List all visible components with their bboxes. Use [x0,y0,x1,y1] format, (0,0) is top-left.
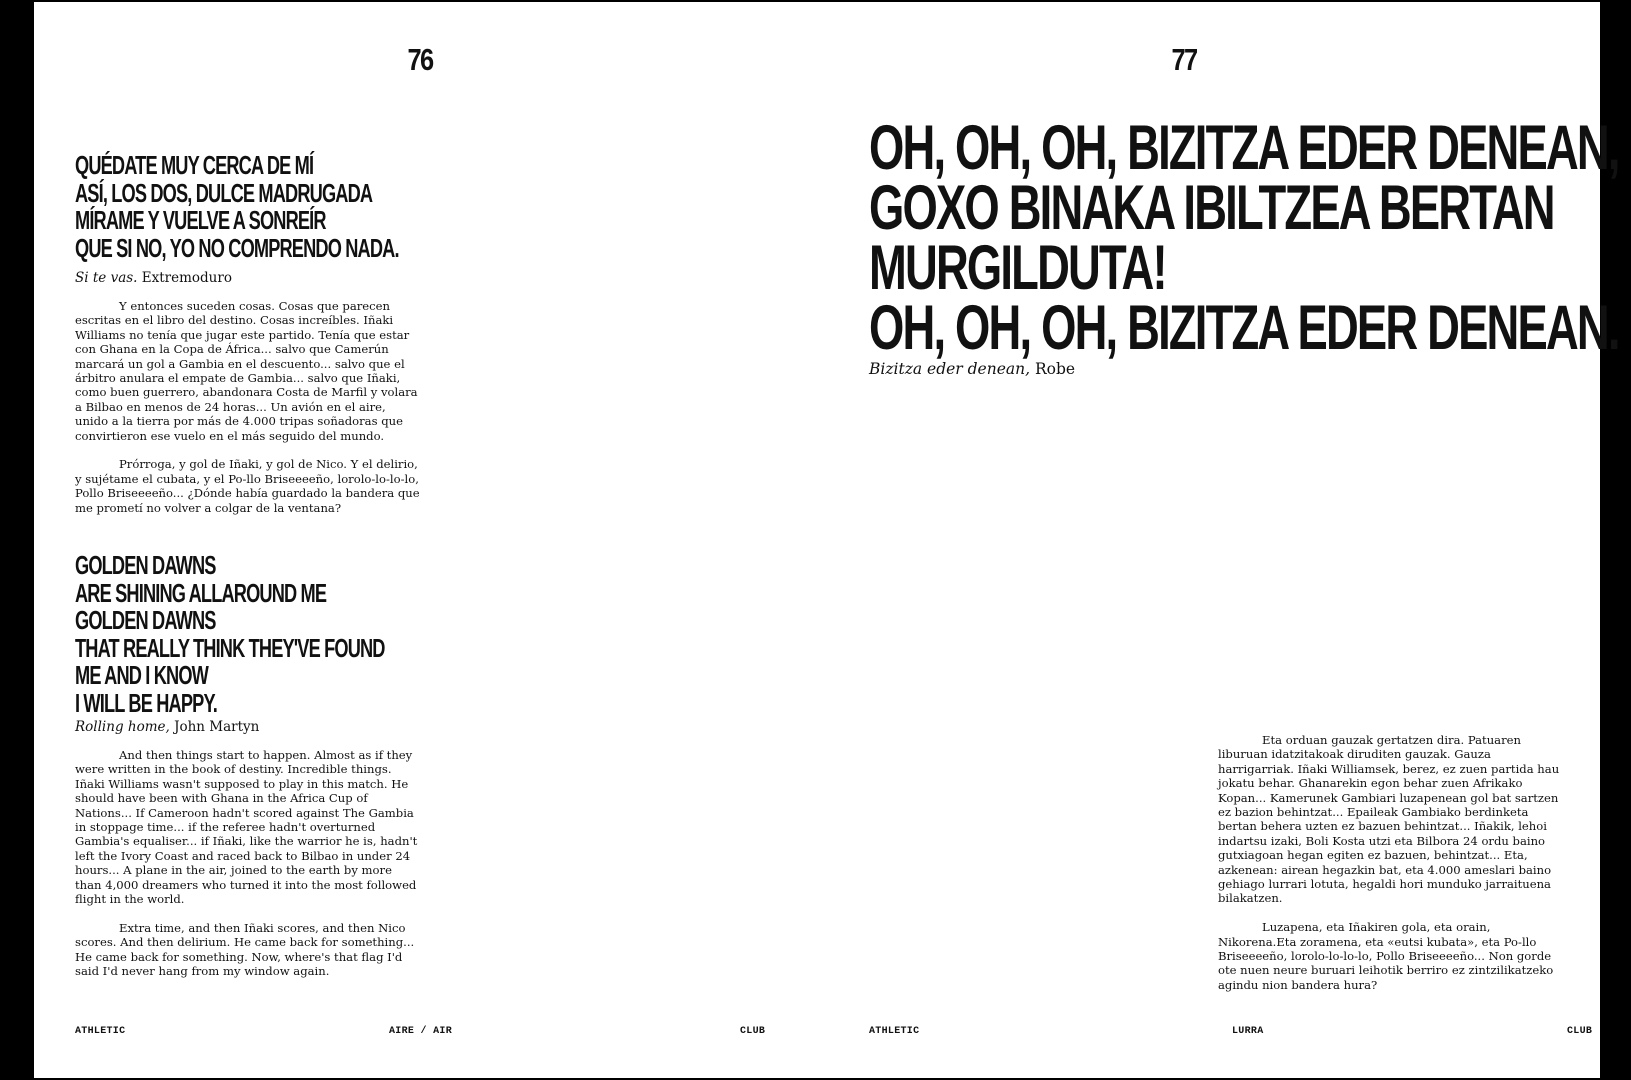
song-title: Si te vas. [75,270,138,286]
song-title: Bizitza eder denean, [869,360,1031,378]
song-artist: Extremoduro [141,270,232,286]
english-article-text [75,748,420,993]
paragraph: Luzapena, eta Iñakiren gola, eta orain, Nikorena.Eta zoramena, eta «eutsi kubata», eta Po-llo Briseeeeño, lorolo-lo-lo-lo, Pollo Briseeeeño... Non gorde ote nuen neure buruari leihotik berriro ez zintzilikatzeko agindu nion bandera hura? [1218,920,1554,992]
footer-section: AIRE / AIR [389,1026,453,1037]
quote-line: GOLDEN DAWNS [75,550,216,580]
song-artist: John Martyn [174,719,260,735]
quote-line: ASÍ, LOS DOS, DULCE MADRUGADA [75,177,373,208]
footer-left: ATHLETIC [869,1026,920,1037]
footer-right: CLUB [1567,1026,1593,1037]
quote-line: GOLDEN DAWNS [75,605,216,635]
quote-line: ARE SHINING ALLAROUND ME [75,577,327,608]
quote-line: OH, OH, OH, BIZITZA EDER DENEAN, [869,113,1619,183]
quote-line: QUE SI NO, YO NO COMPRENDO NADA. [75,232,399,263]
quote-credit [869,360,1075,378]
paragraph: Extra time, and then Iñaki scores, and then Nico scores. And then delirium. He came back for something... He came back for something. Now, where's that flag I'd said I'd never hang from my window again. [75,920,415,979]
footer-left: ATHLETIC [75,1026,126,1037]
left-page [34,2,836,1078]
quote-line: MURGILDUTA! [869,233,1166,303]
paragraph: And then things start to happen. Almost as if they were written in the book of destiny. Incredible things. Iñaki Williams wasn't supposed to play in this match. He should have been with Ghana in the Africa Cup of Nations... If Cameroon hadn't scored against The Gambia in stoppage time... if the referee hadn't overturned Gambia's equaliser... if Iñaki, like the warrior he is, hadn't left the Ivory Coast and raced back to Bilbao in under 24 hours... A plane in the air, joined to the earth by more than 4,000 dreamers who turned it into the most followed flight in the world. [75,748,418,907]
footer-section: LURRA [1232,1026,1264,1037]
page-number: 76 [407,42,433,77]
quote-credit [75,719,259,735]
spanish-article-text [75,299,420,529]
spanish-lyrics-quote [75,152,399,262]
quote-line: ME AND I KNOW [75,660,208,690]
paragraph: Eta orduan gauzak gertatzen dira. Patuaren liburuan idatzitakoak diruditen gauzak. Gauza harrigarriak. Iñaki Williamsek, berez, ez zuen partida hau jokatu behar. Ghanarekin egon behar zuen Afrikako Kopan... Kamerunek Gambiari luzapenean gol bat sartzen ez bazion behintzat... Epaileak Gambiako berdinketa bertan behera uzten ez bazuen behintzat... Iñakik, lehoi indartsu izaki, Boli Kosta utzi eta Bilbora 24 ordu baino gutxiagoan hegan egiten ez bazuen, behintzat... Eta, azkenean: airean hegazkin bat, eta 4.000 ameslari baino gehiago lurrari lotuta, hegaldi hori munduko jarraituena bilakatzen. [1218,733,1560,906]
quote-line: MÍRAME Y VUELVE A SONREÍR [75,205,326,235]
quote-line: OH, OH, OH, BIZITZA EDER DENEAN. [869,293,1619,363]
basque-article-text [1218,733,1563,1007]
right-page [836,2,1619,1078]
paragraph: Y entonces suceden cosas. Cosas que parecen escritas en el libro del destino. Cosas increíbles. Iñaki Williams no tenía que jugar este partido. Tenía que estar con Ghana en la Copa de África... salvo que Camerún marcará un gol a Gambia en el descuento... salvo que el árbitro anulara el empate de Gambia... salvo que Iñaki, como buen guerrero, abandonara Costa de Marfil y volara a Bilbao en menos de 24 horas... Un avión en el aire, unido a la tierra por más de 4.000 tripas soñadoras que convirtieron ese vuelo en el más seguido del mundo. [75,299,418,443]
magazine-spread [34,2,1619,1078]
english-lyrics-quote [75,552,385,717]
page-number: 77 [1171,42,1197,77]
song-artist: Robe [1034,360,1076,378]
quote-credit [75,270,232,286]
paragraph: Prórroga, y gol de Iñaki, y gol de Nico. Y el delirio, y sujétame el cubata, y el Po-llo Briseeeeño, lorolo-lo-lo-lo, Pollo Briseeeeño... ¿Dónde había guardado la bandera que me prometí no volver a colgar de la ventana? [75,457,420,515]
quote-line: THAT REALLY THINK THEY'VE FOUND [75,632,385,663]
song-title: Rolling home, [75,719,170,735]
basque-lyrics-quote [869,113,1619,363]
quote-line: I WILL BE HAPPY. [75,687,217,718]
quote-line: GOXO BINAKA IBILTZEA BERTAN [869,173,1554,243]
quote-line: QUÉDATE MUY CERCA DE MÍ [75,150,314,180]
footer-right: CLUB [740,1026,766,1037]
